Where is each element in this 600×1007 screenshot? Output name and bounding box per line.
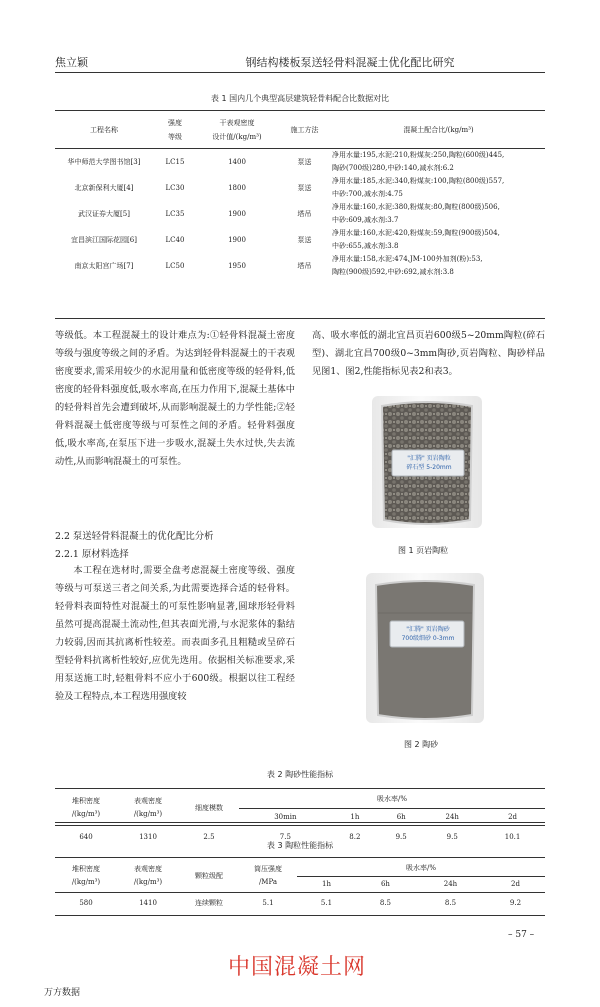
construction-method: 泵送 bbox=[297, 183, 312, 192]
table-row bbox=[55, 893, 545, 913]
table1-header-row bbox=[55, 113, 545, 148]
table-subheader-cell: 6h bbox=[380, 880, 390, 888]
body-paragraph: 本工程在选材时,需要全盘考虑混凝土密度等级、强度等级与可泵送三者之间关系,为此需要选择合适的轻骨料。轻骨料表面特性对混凝土的可泵性影响显著,圆球形轻骨料虽然可提高混凝土流动性,但其表面光滑,与水泥浆体的黏结力较弱,因而其抗离析性较差。而表面多孔且粗糙或呈碎石型轻骨料抗离析性较好,应优先选用。依据相关标准要求,采用泵送施工时,轻粗骨料不应小于600级。根据以往工程经验及工程特点,本工程选用强度较 bbox=[55, 565, 295, 702]
table-cell: 连续颗粒 bbox=[195, 898, 223, 907]
construction-method: 塔吊 bbox=[297, 209, 312, 218]
figure2-caption: 图 2 陶砂 bbox=[404, 740, 439, 749]
construction-method: 泵送 bbox=[297, 235, 312, 244]
dry-density: 1800 bbox=[228, 183, 246, 192]
mix-ratio: 净用水量:158,水泥:474,JM-100外加剂(粉):53, 陶粒(900级)592,中砂:692,减水剂:3.8 bbox=[332, 254, 483, 276]
table-header-cell: 筒压强度 /MPa bbox=[254, 864, 282, 886]
table-header-cell: 混凝土配合比/(kg/m³) bbox=[403, 126, 474, 135]
table1-top-rule bbox=[55, 110, 545, 111]
table-header-cell: 施工方法 bbox=[290, 126, 319, 135]
header-rule bbox=[55, 72, 545, 73]
dry-density: 1950 bbox=[228, 261, 246, 270]
table-cell: 5.1 bbox=[320, 898, 333, 907]
table2-bottom-rule bbox=[55, 822, 545, 823]
table1-caption: 表 1 国内几个典型高层建筑轻骨料配合比数据对比 bbox=[210, 94, 390, 103]
table-cell: 8.5 bbox=[444, 898, 457, 907]
table-cell: 9.5 bbox=[446, 832, 458, 841]
table3 bbox=[55, 860, 545, 913]
table-row bbox=[55, 227, 545, 253]
table-cell: 8.2 bbox=[349, 832, 361, 841]
mix-ratio: 净用水量:185,水泥:340,粉煤灰:100,陶粒(800级)557, 中砂:700,减水剂:4.75 bbox=[332, 176, 505, 198]
project-name: 南京太阳宫广场[7] bbox=[74, 261, 134, 270]
mix-ratio: 净用水量:160,水泥:380,粉煤灰:80,陶粒(800级)506, 中砂:609,减水剂:3.7 bbox=[332, 202, 500, 224]
running-title: 钢结构楼板泵送轻骨料混凝土优化配比研究 bbox=[245, 56, 455, 69]
source-label: 万方数据 bbox=[44, 988, 81, 998]
table2-caption: 表 2 陶砂性能指标 bbox=[266, 770, 334, 779]
table-subheader-cell: 6h bbox=[396, 812, 406, 821]
table-subheader-cell: 24h bbox=[445, 812, 459, 821]
table-cell: 5.1 bbox=[262, 898, 274, 907]
table-cell: 8.5 bbox=[379, 898, 392, 907]
project-name: 武汉证券大厦[5] bbox=[78, 209, 130, 218]
table1-bottom-rule bbox=[55, 318, 545, 319]
table3-bottom-rule bbox=[55, 915, 545, 916]
table-header-cell: 颗粒级配 bbox=[195, 871, 223, 880]
project-name: 宜昌滨江国际花园[6] bbox=[71, 235, 137, 244]
table-subheader-cell: 24h bbox=[443, 880, 458, 888]
site-watermark: 中国混凝土网 bbox=[228, 955, 367, 980]
mix-ratio: 净用水量:160,水泥:420,粉煤灰:59,陶粒(900级)504, 中砂:655,减水剂:3.8 bbox=[332, 228, 500, 250]
jar-label: "汇腾" 页岩陶砂 700级细砂 0-3mm bbox=[401, 626, 455, 642]
table-cell: 2.5 bbox=[203, 832, 215, 841]
table3-caption: 表 3 陶粒性能指标 bbox=[266, 841, 334, 850]
dry-density: 1900 bbox=[228, 235, 246, 244]
mix-ratio: 净用水量:195,水泥:210,粉煤灰:250,陶粒(600级)445, 陶砂(700级)280,中砂:140,减水剂:6.2 bbox=[332, 150, 505, 172]
project-name: 华中师范大学图书馆[3] bbox=[67, 157, 141, 166]
page-number: – 57 – bbox=[508, 930, 535, 940]
table-header-cell: 堆积密度 /(kg/m³) bbox=[71, 864, 101, 886]
strength-grade: LC30 bbox=[165, 183, 185, 192]
table-cell: 9.5 bbox=[395, 832, 407, 841]
table-cell: 7.5 bbox=[279, 832, 291, 841]
project-name: 北京新保利大厦[4] bbox=[74, 183, 134, 192]
strength-grade: LC40 bbox=[165, 235, 185, 244]
strength-grade: LC15 bbox=[165, 157, 185, 166]
table-cell: 1410 bbox=[139, 898, 157, 907]
table-subheader-cell: 2d bbox=[508, 812, 518, 821]
table1 bbox=[55, 113, 545, 279]
table3-top-rule bbox=[55, 857, 545, 858]
table-cell: 1310 bbox=[139, 832, 157, 841]
table-header-cell: 细度模数 bbox=[195, 803, 223, 812]
section-heading: 2.2 泵送轻骨料混凝土的优化配比分析 bbox=[55, 531, 214, 542]
table-header-cell: 表观密度 /(kg/m³) bbox=[133, 864, 163, 886]
table-subheader-cell: 30min bbox=[274, 812, 297, 821]
table-header-cell: 吸水率/% bbox=[297, 860, 545, 876]
table-cell: 10.1 bbox=[504, 832, 521, 841]
table-header-cell: 吸水率/% bbox=[239, 791, 545, 808]
subsection-heading: 2.2.1 原材料选择 bbox=[55, 549, 129, 560]
author-name: 焦立颖 bbox=[55, 56, 88, 69]
sand-jar-graphic bbox=[366, 573, 484, 723]
dry-density: 1900 bbox=[228, 209, 246, 218]
table-row bbox=[55, 201, 545, 227]
table-cell: 580 bbox=[79, 898, 93, 907]
table-subheader-cell: 2d bbox=[511, 880, 520, 888]
table-header-cell: 干表观密度 设计值/(kg/m³) bbox=[212, 119, 262, 142]
figure1-caption: 图 1 页岩陶粒 bbox=[398, 546, 449, 555]
table-row bbox=[55, 175, 545, 201]
table2-top-rule bbox=[55, 788, 545, 789]
body-paragraph: 高、吸水率低的湖北宜昌页岩600级5~20mm陶粒(碎石型)、湖北宜昌700级0~3mm陶砂,页岩陶粒、陶砂样品见图1、图2,性能指标见表2和表3。 bbox=[312, 330, 545, 377]
table-cell: 9.2 bbox=[509, 898, 522, 907]
table-header-cell: 堆积密度 /(kg/m³) bbox=[71, 796, 101, 818]
table-row bbox=[55, 253, 545, 279]
table-row bbox=[55, 149, 545, 175]
table-subheader-cell: 1h bbox=[350, 812, 360, 821]
table-subheader-cell: 1h bbox=[322, 880, 331, 888]
table-header-cell: 工程名称 bbox=[90, 126, 118, 135]
dry-density: 1400 bbox=[228, 157, 246, 166]
ceramic-sand-photo bbox=[366, 573, 484, 723]
jar-label: "汇腾" 页岩陶粒 碎石型 5-20mm bbox=[406, 455, 452, 471]
body-paragraph: 等级低。本工程混凝土的设计难点为:①轻骨料混凝土密度等级与强度等级之间的矛盾。为达到轻骨料混凝土的干表观密度要求,需采用较少的水泥用量和低密度等级的轻骨料,低密度的轻骨料强度低,吸水率高,在压力作用下,混凝土基体中的轻骨料首先会遭到破坏,从而影响混凝土的力学性能;②轻骨料混凝土低密度等级与可泵性之间的矛盾。轻骨料强度低,吸水率高,在泵压下进一步吸水,混凝土失水过快,失去流动性,从而影响混凝土的可泵性。 bbox=[55, 330, 295, 467]
table-header-cell: 表观密度 /(kg/m³) bbox=[133, 796, 163, 818]
strength-grade: LC35 bbox=[165, 209, 185, 218]
strength-grade: LC50 bbox=[165, 261, 185, 270]
construction-method: 泵送 bbox=[297, 157, 312, 166]
ceramsite-photo bbox=[372, 396, 482, 528]
construction-method: 塔吊 bbox=[297, 261, 312, 270]
table-cell: 640 bbox=[79, 832, 93, 841]
table-header-cell: 强度 等级 bbox=[168, 119, 182, 142]
